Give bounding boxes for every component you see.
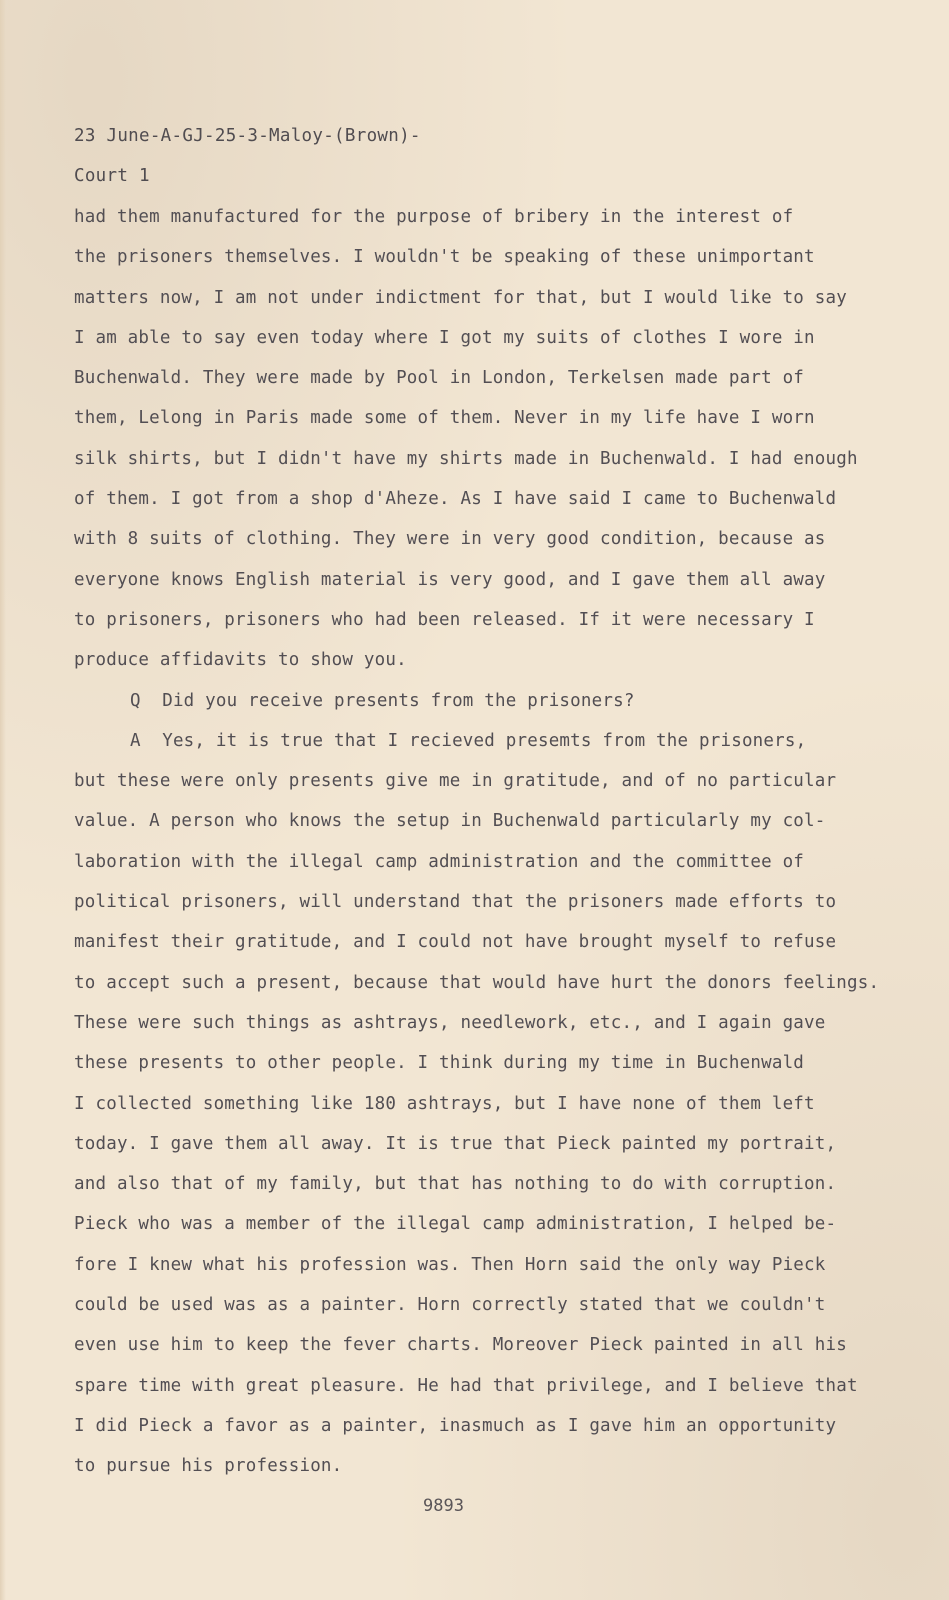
text-line: everyone knows English material is very good, and I gave them all away <box>74 569 826 590</box>
court-label: Court 1 <box>74 166 150 186</box>
text-line: matters now, I am not under indictment for that, but I would like to say <box>74 287 847 308</box>
text-line: I did Pieck a favor as a painter, inasmuch as I gave him an opportunity <box>74 1415 837 1436</box>
text-line: political prisoners, will understand that the prisoners made efforts to <box>74 892 837 913</box>
text-line: Buchenwald. They were made by Pool in London, Terkelsen made part of <box>74 368 805 389</box>
text-line: These were such things as ashtrays, needlework, etc., and I again gave <box>74 1012 826 1033</box>
text-line: silk shirts, but I didn't have my shirts made in Buchenwald. I had enough <box>74 448 858 469</box>
page-edge-shadow <box>0 0 6 1600</box>
text-line: had them manufactured for the purpose of bribery in the interest of <box>74 207 794 227</box>
text-line: could be used was as a painter. Horn correctly stated that we couldn't <box>74 1295 826 1316</box>
text-line: them, Lelong in Paris made some of them. Never in my life have I worn <box>74 408 815 429</box>
text-line: and also that of my family, but that has nothing to do with corruption. <box>74 1174 837 1195</box>
text-line: but these were only presents give me in gratitude, and of no particular <box>74 771 837 792</box>
question-line: Q Did you receive presents from the prisoners? <box>130 690 635 711</box>
text-line: these presents to other people. I think during my time in Buchenwald <box>74 1053 805 1074</box>
text-line: spare time with great pleasure. He had that privilege, and I believe that <box>74 1375 858 1396</box>
answer-line: A Yes, it is true that I recieved presemts from the prisoners, <box>130 730 807 751</box>
text-line: I am able to say even today where I got my suits of clothes I wore in <box>74 327 815 348</box>
text-line: the prisoners themselves. I wouldn't be speaking of these unimportant <box>74 247 815 268</box>
text-line: value. A person who knows the setup in Buchenwald particularly my col- <box>74 811 826 832</box>
text-line: laboration with the illegal camp administration and the committee of <box>74 851 805 872</box>
text-line: to accept such a present, because that would have hurt the donors feelings. <box>74 972 880 993</box>
text-line: manifest their gratitude, and I could not have brought myself to refuse <box>74 932 837 953</box>
text-line: produce affidavits to show you. <box>74 650 407 671</box>
text-line: I collected something like 180 ashtrays, but I have none of them left <box>74 1093 815 1114</box>
text-line: today. I gave them all away. It is true that Pieck painted my portrait, <box>74 1133 837 1154</box>
text-line: to pursue his profession. <box>74 1456 343 1477</box>
transcript-body <box>74 205 880 1495</box>
text-line: of them. I got from a shop d'Aheze. As I have said I came to Buchenwald <box>74 489 837 510</box>
text-line: even use him to keep the fever charts. Moreover Pieck painted in all his <box>74 1335 847 1356</box>
text-line: with 8 suits of clothing. They were in very good condition, because as <box>74 529 826 550</box>
page-number: 9893 <box>423 1496 464 1516</box>
text-line: Pieck who was a member of the illegal camp administration, I helped be- <box>74 1214 837 1235</box>
transcript-reference: 23 June-A-GJ-25-3-Maloy-(Brown)- <box>74 126 421 146</box>
text-line: to prisoners, prisoners who had been released. If it were necessary I <box>74 609 815 630</box>
text-line: fore I knew what his profession was. Then Horn said the only way Pieck <box>74 1254 826 1275</box>
